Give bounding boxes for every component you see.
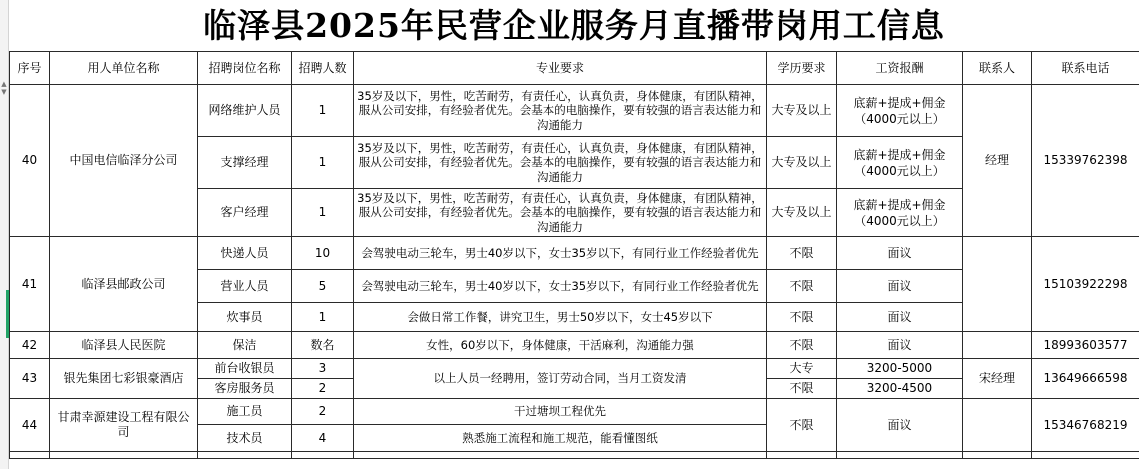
header-position[interactable]: 招聘岗位名称 (198, 52, 292, 85)
requirement-cell[interactable]: 以上人员一经聘用，签订劳动合同，当月工资发清 (354, 359, 767, 399)
education-cell[interactable]: 不限 (767, 237, 837, 270)
contact-cell[interactable] (963, 237, 1032, 332)
resize-arrows-icon[interactable]: ▲ ▼ (1, 80, 7, 96)
count-cell[interactable]: 1 (292, 85, 354, 137)
position-cell[interactable]: 施工员 (198, 399, 292, 425)
salary-cell[interactable]: 面议 (837, 237, 963, 270)
count-cell[interactable]: 5 (292, 270, 354, 303)
position-cell[interactable]: 客房服务员 (198, 379, 292, 399)
count-cell[interactable]: 1 (292, 189, 354, 237)
empty-cell[interactable] (1032, 452, 1139, 459)
education-cell[interactable]: 不限 (767, 270, 837, 303)
seq-cell[interactable]: 44 (10, 399, 50, 452)
education-cell[interactable]: 不限 (767, 379, 837, 399)
salary-cell[interactable]: 底薪+提成+佣金（4000元以上） (837, 189, 963, 237)
phone-cell[interactable]: 15339762398 (1032, 85, 1139, 237)
job-table (9, 51, 1139, 459)
salary-cell[interactable]: 底薪+提成+佣金（4000元以上） (837, 85, 963, 137)
count-cell[interactable]: 1 (292, 137, 354, 189)
position-cell[interactable]: 网络维护人员 (198, 85, 292, 137)
salary-cell[interactable]: 底薪+提成+佣金（4000元以上） (837, 137, 963, 189)
seq-cell[interactable]: 40 (10, 85, 50, 237)
requirement-cell[interactable]: 会驾驶电动三轮车，男士40岁以下，女士35岁以下，有同行业工作经验者优先 (354, 237, 767, 270)
company-cell[interactable]: 临泽县人民医院 (50, 332, 198, 359)
count-cell[interactable]: 数名 (292, 332, 354, 359)
position-cell[interactable]: 前台收银员 (198, 359, 292, 379)
requirement-cell[interactable]: 35岁及以下，男性，吃苦耐劳，有责任心，认真负责，身体健康，有团队精神，服从公司安排，有经验者优先。会基本的电脑操作，要有较强的语言表达能力和沟通能力 (354, 189, 767, 237)
position-cell[interactable]: 炊事员 (198, 303, 292, 332)
phone-cell[interactable]: 13649666598 (1032, 359, 1139, 399)
empty-cell[interactable] (50, 452, 198, 459)
salary-cell[interactable]: 面议 (837, 399, 963, 452)
header-count[interactable]: 招聘人数 (292, 52, 354, 85)
salary-cell[interactable]: 面议 (837, 270, 963, 303)
requirement-cell[interactable]: 会驾驶电动三轮车，男士40岁以下，女士35岁以下，有同行业工作经验者优先 (354, 270, 767, 303)
education-cell[interactable]: 不限 (767, 303, 837, 332)
company-cell[interactable]: 银先集团七彩银豪酒店 (50, 359, 198, 399)
count-cell[interactable]: 1 (292, 303, 354, 332)
header-requirement[interactable]: 专业要求 (354, 52, 767, 85)
count-cell[interactable]: 10 (292, 237, 354, 270)
empty-cell[interactable] (354, 452, 767, 459)
seq-cell[interactable]: 43 (10, 359, 50, 399)
header-salary[interactable]: 工资报酬 (837, 52, 963, 85)
requirement-cell[interactable]: 35岁及以下，男性，吃苦耐劳，有责任心，认真负责，身体健康，有团队精神，服从公司安排，有经验者优先。会基本的电脑操作，要有较强的语言表达能力和沟通能力 (354, 85, 767, 137)
header-contact[interactable]: 联系人 (963, 52, 1032, 85)
position-cell[interactable]: 支撑经理 (198, 137, 292, 189)
seq-cell[interactable]: 42 (10, 332, 50, 359)
requirement-cell[interactable]: 35岁及以下，男性，吃苦耐劳，有责任心，认真负责，身体健康，有团队精神，服从公司安排，有经验者优先。会基本的电脑操作，要有较强的语言表达能力和沟通能力 (354, 137, 767, 189)
salary-cell[interactable]: 面议 (837, 332, 963, 359)
table-row (10, 85, 1139, 137)
company-cell[interactable]: 临泽县邮政公司 (50, 237, 198, 332)
count-cell[interactable]: 2 (292, 399, 354, 425)
education-cell[interactable]: 不限 (767, 332, 837, 359)
company-cell[interactable]: 甘肃幸源建设工程有限公司 (50, 399, 198, 452)
requirement-cell[interactable]: 熟悉施工流程和施工规范，能看懂图纸 (354, 425, 767, 452)
header-company[interactable]: 用人单位名称 (50, 52, 198, 85)
header-row (10, 52, 1139, 85)
requirement-cell[interactable]: 干过塘坝工程优先 (354, 399, 767, 425)
count-cell[interactable]: 4 (292, 425, 354, 452)
table-row (10, 399, 1139, 425)
phone-cell[interactable]: 15103922298 (1032, 237, 1139, 332)
contact-cell[interactable]: 宋经理 (963, 359, 1032, 399)
position-cell[interactable]: 快递人员 (198, 237, 292, 270)
contact-cell[interactable] (963, 399, 1032, 452)
empty-cell[interactable] (767, 452, 837, 459)
count-cell[interactable]: 3 (292, 359, 354, 379)
empty-cell[interactable] (963, 452, 1032, 459)
education-cell[interactable]: 不限 (767, 399, 837, 452)
contact-cell[interactable] (963, 332, 1032, 359)
requirement-cell[interactable]: 会做日常工作餐，讲究卫生，男士50岁以下，女士45岁以下 (354, 303, 767, 332)
company-cell[interactable]: 中国电信临泽分公司 (50, 85, 198, 237)
header-phone[interactable]: 联系电话 (1032, 52, 1139, 85)
requirement-cell[interactable]: 女性，60岁以下，身体健康，干活麻利，沟通能力强 (354, 332, 767, 359)
table-row (10, 237, 1139, 270)
table-row (10, 332, 1139, 359)
salary-cell[interactable]: 3200-4500 (837, 379, 963, 399)
education-cell[interactable]: 大专及以上 (767, 137, 837, 189)
seq-cell[interactable]: 41 (10, 237, 50, 332)
position-cell[interactable]: 技术员 (198, 425, 292, 452)
position-cell[interactable]: 保洁 (198, 332, 292, 359)
salary-cell[interactable]: 3200-5000 (837, 359, 963, 379)
header-seq[interactable]: 序号 (10, 52, 50, 85)
header-education[interactable]: 学历要求 (767, 52, 837, 85)
position-cell[interactable]: 客户经理 (198, 189, 292, 237)
empty-cell[interactable] (198, 452, 292, 459)
table-row (10, 359, 1139, 379)
education-cell[interactable]: 大专 (767, 359, 837, 379)
phone-cell[interactable]: 15346768219 (1032, 399, 1139, 452)
education-cell[interactable]: 大专及以上 (767, 189, 837, 237)
count-cell[interactable]: 2 (292, 379, 354, 399)
table-row (10, 452, 1139, 459)
row-header-gutter (0, 0, 9, 469)
education-cell[interactable]: 大专及以上 (767, 85, 837, 137)
page-title: 临泽县2025年民营企业服务月直播带岗用工信息 (203, 6, 945, 45)
contact-cell[interactable]: 经理 (963, 85, 1032, 237)
empty-cell[interactable] (10, 452, 50, 459)
phone-cell[interactable]: 18993603577 (1032, 332, 1139, 359)
position-cell[interactable]: 营业人员 (198, 270, 292, 303)
salary-cell[interactable]: 面议 (837, 303, 963, 332)
empty-cell[interactable] (292, 452, 354, 459)
empty-cell[interactable] (837, 452, 963, 459)
